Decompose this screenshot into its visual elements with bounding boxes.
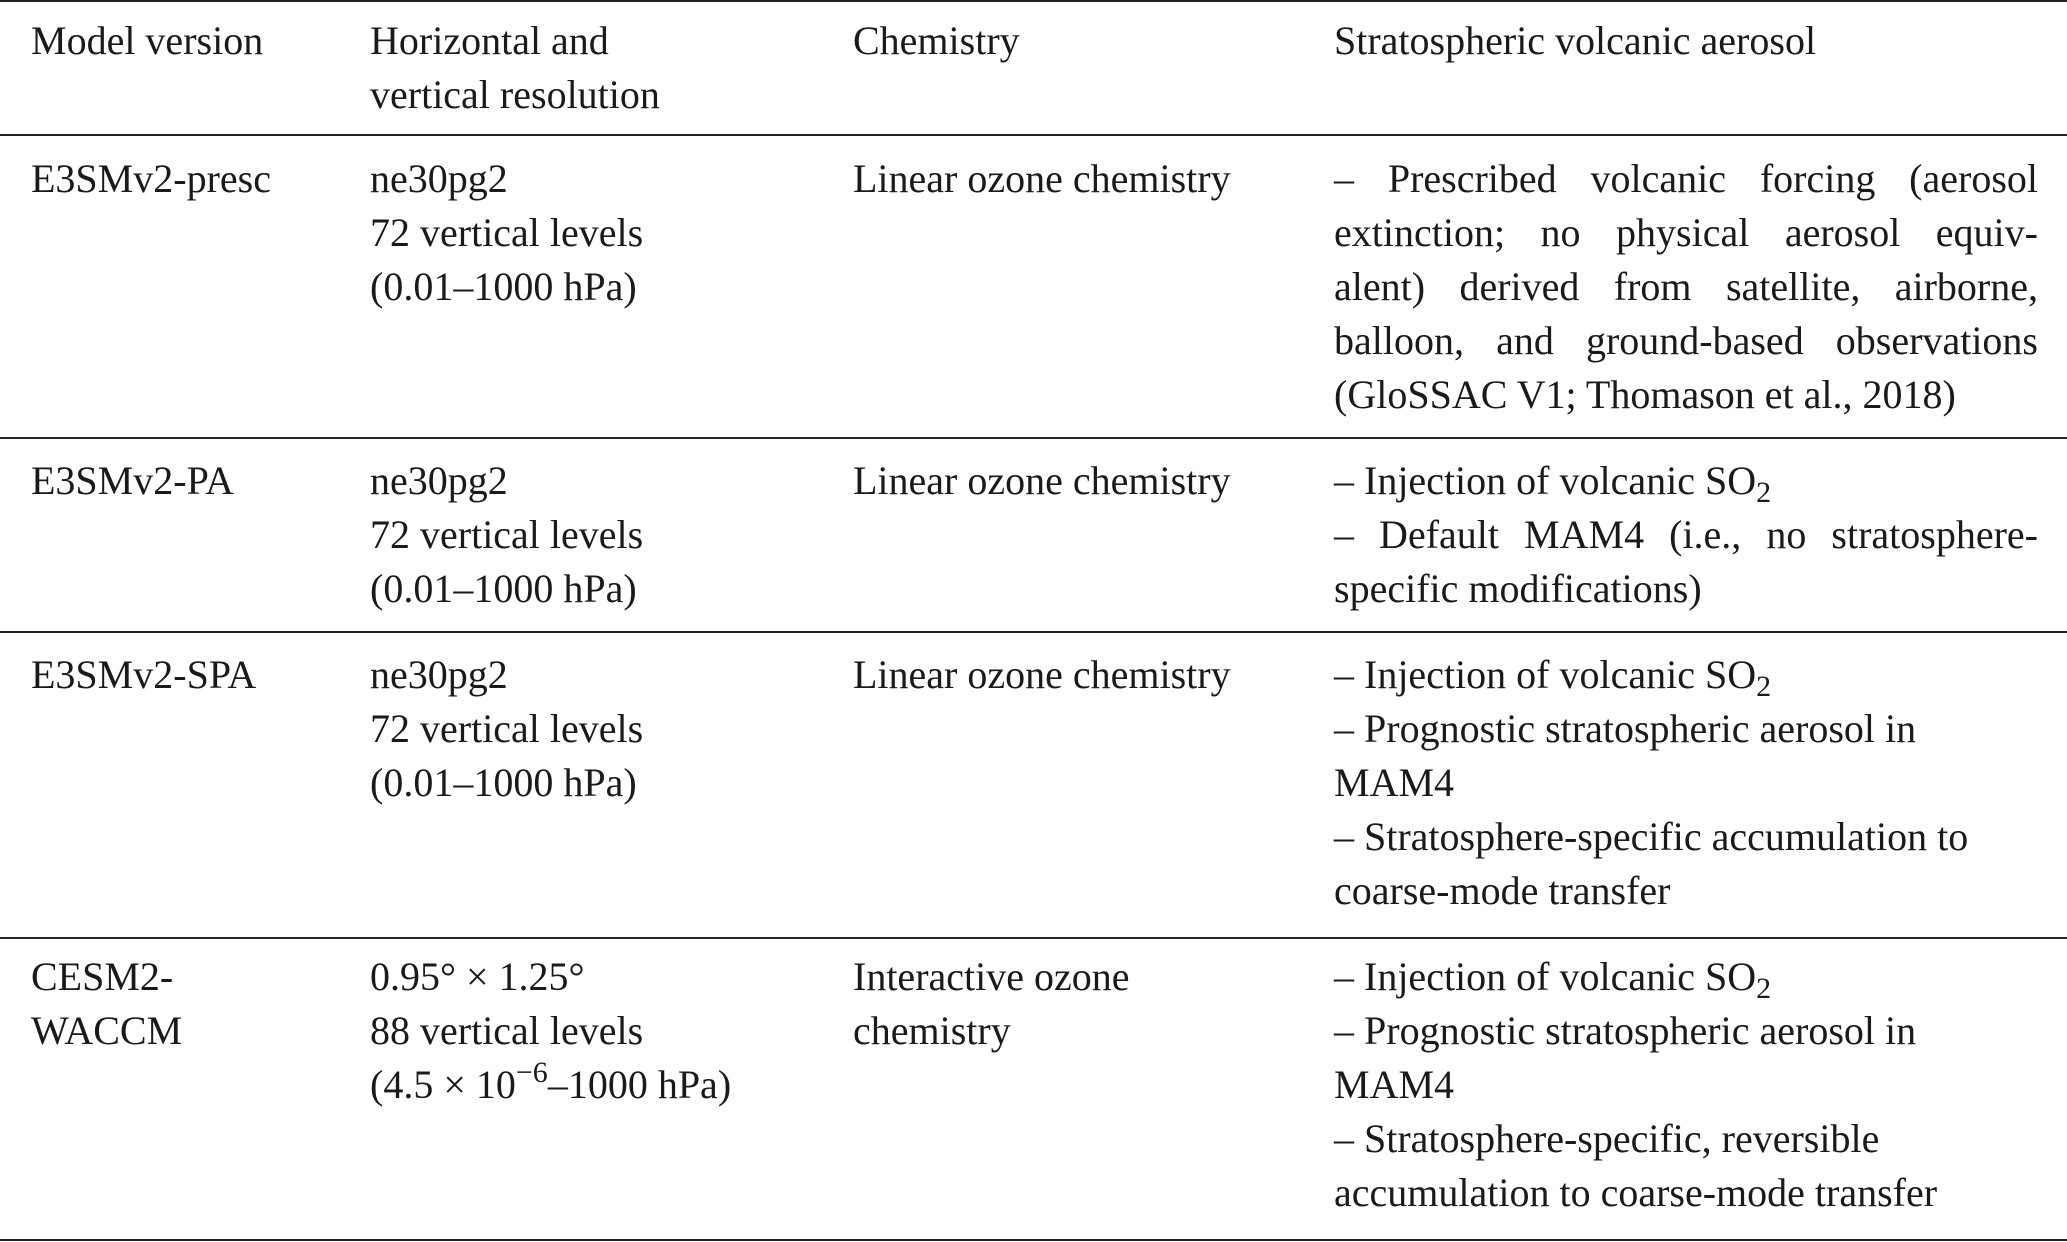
resolution-cell: 0.95° × 1.25° 88 vertical levels ($4.5 \times 10^{-6}-1000$ hPa) <box>370 954 732 1107</box>
chemistry-cell: Linear ozone chemistry <box>853 652 1231 697</box>
model-version-cell: E3SMv2-SPA <box>31 652 257 697</box>
aerosol-cell: – Prescribed volcanic forcing (aerosol extinction; no physical aerosol equiv- alent) derived from satellite, airborne, balloon, and ground-based observations (GloSSAC V1; Thomason et al., 2018) <box>1334 156 2038 417</box>
header-stratospheric-aerosol: Stratospheric volcanic aerosol <box>1334 18 1817 63</box>
table-top-rule <box>0 0 2067 2</box>
row-separator-rule <box>0 937 2067 939</box>
header-chemistry: Chemistry <box>853 18 1020 63</box>
header-resolution: Horizontal and vertical resolution <box>370 18 660 117</box>
header-separator-rule <box>0 134 2067 136</box>
resolution-cell: ne30pg2 72 vertical levels (0.01–1000 hPa) <box>370 652 644 805</box>
aerosol-cell: – Injection of volcanic $SO_2$ – Default MAM4 (i.e., no stratosphere- specific modifications) <box>1334 458 2038 611</box>
table-bottom-rule <box>0 1239 2067 1241</box>
aerosol-cell: – Injection of volcanic $SO_2$ – Prognostic stratospheric aerosol in MAM4 – Stratosphere-specific, reversible accumulation to coarse-mode transfer <box>1334 954 1938 1215</box>
model-version-cell: E3SMv2-presc <box>31 156 271 201</box>
chemistry-cell: Linear ozone chemistry <box>853 156 1231 201</box>
chemistry-cell: Interactive ozone chemistry <box>853 954 1130 1053</box>
model-version-cell: E3SMv2-PA <box>31 458 235 503</box>
header-model-version: Model version <box>31 18 264 63</box>
resolution-cell: ne30pg2 72 vertical levels (0.01–1000 hPa) <box>370 458 644 611</box>
model-version-cell: CESM2- WACCM <box>31 954 183 1053</box>
resolution-cell: ne30pg2 72 vertical levels (0.01–1000 hPa) <box>370 156 644 309</box>
row-separator-rule <box>0 437 2067 439</box>
row-separator-rule <box>0 631 2067 633</box>
chemistry-cell: Linear ozone chemistry <box>853 458 1231 503</box>
aerosol-cell: – Injection of volcanic $SO_2$ – Prognostic stratospheric aerosol in MAM4 – Stratosphere-specific accumulation to coarse-mode transfer <box>1334 652 1969 913</box>
